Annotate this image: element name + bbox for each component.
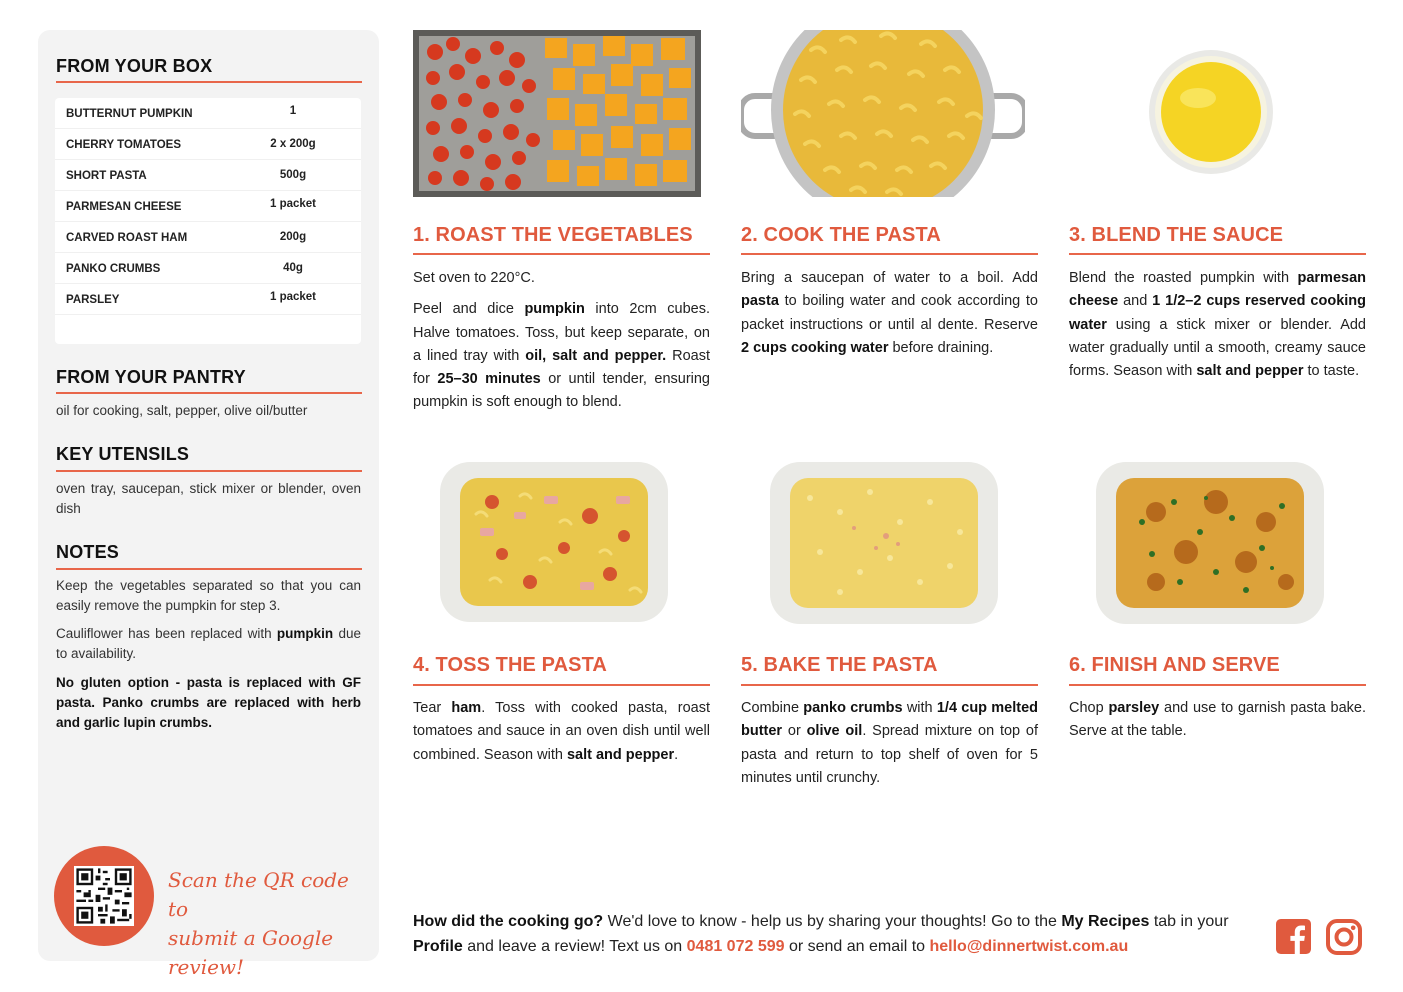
bake-pasta-photo <box>770 462 998 624</box>
step-4-rule <box>413 684 710 686</box>
step-5-rule <box>741 684 1038 686</box>
step-6-title: 6. FINISH AND SERVE <box>1069 654 1280 676</box>
step-5-title: 5. BAKE THE PASTA <box>741 654 938 676</box>
step-2-text: Bring a saucepan of water to a boil. Add pasta to boiling water and cook according to packet instructions or until al dente. Reserve 2 cups cooking water before draining. <box>741 270 1038 356</box>
step-2-title: 2. COOK THE PASTA <box>741 224 941 246</box>
box-heading: FROM YOUR BOX <box>56 56 213 76</box>
table-row: PANKO CRUMBS 40g <box>55 253 361 284</box>
step-3-title: 3. BLEND THE SAUCE <box>1069 224 1284 246</box>
utensils-heading-rule <box>56 470 362 472</box>
utensils-heading: KEY UTENSILS <box>56 444 190 464</box>
box-heading-rule <box>56 81 362 83</box>
sidebar <box>38 30 379 979</box>
facebook-icon[interactable] <box>1276 919 1311 954</box>
step-1-title: 1. ROAST THE VEGETABLES <box>413 224 693 246</box>
qr-badge[interactable] <box>54 846 154 946</box>
feedback-footer: How did the cooking go? We'd love to know - help us by sharing your thoughts! Go to the My Recipes tab in your Profile and leave a review! Text us on 0481 072 599 or send an email to hello@dinnertwist.com.au <box>413 913 1229 955</box>
step-3-text: Blend the roasted pumpkin with parmesan cheese and 1 1/2–2 cups reserved cooking water using a stick mixer or blender. Add water gradually until a smooth, creamy sauce forms. Season with salt and pepper to taste. <box>1069 270 1366 380</box>
pantry-heading: FROM YOUR PANTRY <box>56 367 246 387</box>
instagram-icon[interactable] <box>1326 919 1362 955</box>
utensils-text: oven tray, saucepan, stick mixer or blender, oven dish <box>56 481 361 516</box>
notes-heading: NOTES <box>56 542 120 562</box>
table-row: CHERRY TOMATOES 2 x 200g <box>55 129 361 160</box>
step-3-rule <box>1069 253 1366 255</box>
table-row: CARVED ROAST HAM 200g <box>55 222 361 253</box>
qr-code-icon[interactable] <box>74 866 134 926</box>
ingredients-table <box>55 98 361 344</box>
roast-vegetables-photo <box>413 30 701 197</box>
cook-pasta-photo <box>741 30 1025 197</box>
step-1-rule <box>413 253 710 255</box>
step-4-text: Tear ham. Toss with cooked pasta, roast tomatoes and sauce in an oven dish until well combined. Season with salt and pepper. <box>413 700 710 763</box>
note-gluten: No gluten option - pasta is replaced with GF pasta. Panko crumbs are replaced with herb and garlic lupin crumbs. <box>56 675 361 730</box>
table-row: BUTTERNUT PUMPKIN 1 <box>55 98 361 129</box>
step-2-rule <box>741 253 1038 255</box>
blend-sauce-photo <box>1146 50 1276 175</box>
table-row: PARSLEY 1 packet <box>55 284 361 315</box>
toss-pasta-photo <box>440 462 668 622</box>
email-link[interactable]: hello@dinnertwist.com.au <box>929 938 1129 955</box>
step-6-text: Chop parsley and use to garnish pasta bake. Serve at the table. <box>1069 700 1366 740</box>
note-cauliflower: Cauliflower has been replaced with pumpkin due to availability. <box>56 626 361 661</box>
step-1-text: Set oven to 220°C. Peel and dice pumpkin into 2cm cubes. Halve tomatoes. Toss, but keep separate, on a lined tray with oil, salt and pepper. Roast for 25–30 minutes or until tender, ensuring pumpkin is soft enough to blend. <box>413 270 710 411</box>
phone-link[interactable]: 0481 072 599 <box>686 938 785 955</box>
finish-serve-photo <box>1096 462 1324 624</box>
table-row: PARMESAN CHEESE 1 packet <box>55 191 361 222</box>
note-vegetables: Keep the vegetables separated so that you can easily remove the pumpkin for step 3. <box>56 578 361 613</box>
qr-call-to-action: Scan the QR code to submit a Google review! <box>168 868 349 979</box>
notes-heading-rule <box>56 568 362 570</box>
step-5-text: Combine panko crumbs with 1/4 cup melted butter or olive oil. Spread mixture on top of pasta and return to top shelf of oven for 5 minutes until crunchy. <box>741 700 1039 786</box>
pantry-text: oil for cooking, salt, pepper, olive oil/butter <box>56 403 308 418</box>
table-row: SHORT PASTA 500g <box>55 160 361 191</box>
step-4-title: 4. TOSS THE PASTA <box>413 654 607 676</box>
step-6-rule <box>1069 684 1366 686</box>
pantry-heading-rule <box>56 392 362 394</box>
